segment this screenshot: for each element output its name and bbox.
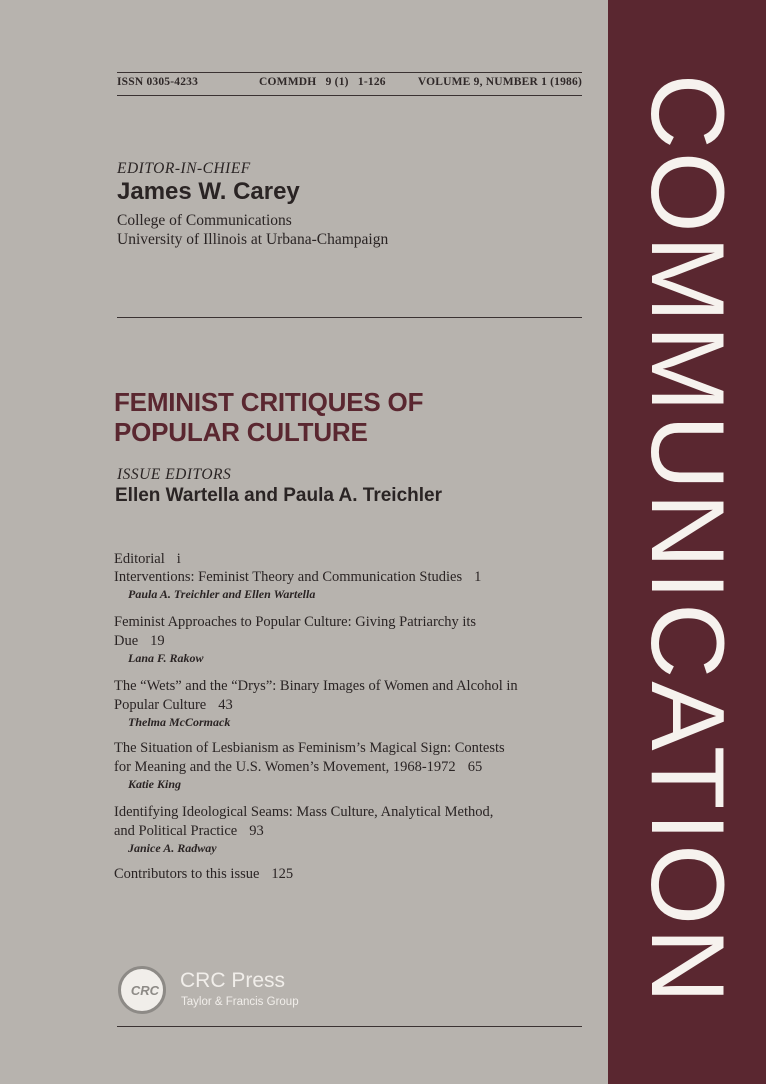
toc-author: Thelma McCormack bbox=[128, 715, 231, 729]
toc-title: Due bbox=[114, 633, 139, 649]
publisher-name: CRC Press bbox=[180, 969, 286, 992]
toc-title: and Political Practice bbox=[114, 823, 238, 839]
toc-title: Feminist Approaches to Popular Culture: Giving Patriarchy its bbox=[114, 614, 477, 630]
toc-author: Katie King bbox=[128, 777, 182, 791]
toc-entry bbox=[114, 677, 564, 730]
header-rule bbox=[117, 95, 582, 96]
toc-author: Paula A. Treichler and Ellen Wartella bbox=[128, 587, 316, 601]
editor-name: James W. Carey bbox=[117, 178, 300, 205]
toc-title: The Situation of Lesbianism as Feminism’s Magical Sign: Contests bbox=[114, 740, 505, 756]
toc-title: Interventions: Feminist Theory and Communication Studies bbox=[114, 569, 463, 585]
toc-author: Janice A. Radway bbox=[128, 841, 217, 855]
toc-entry bbox=[114, 568, 564, 602]
logo-mark-text: CRC bbox=[130, 983, 160, 998]
editor-label: EDITOR-IN-CHIEF bbox=[117, 160, 251, 177]
section-rule bbox=[117, 317, 582, 318]
crc-logo-icon bbox=[118, 966, 166, 1014]
toc-title: The “Wets” and the “Drys”: Binary Images of Women and Alcohol in bbox=[114, 678, 518, 694]
toc-entry bbox=[114, 739, 564, 792]
toc-page: 43 bbox=[218, 697, 233, 713]
issue-editors: Ellen Wartella and Paula A. Treichler bbox=[115, 485, 442, 506]
issue-title-line: POPULAR CULTURE bbox=[114, 417, 368, 447]
top-rule bbox=[117, 72, 582, 73]
toc-title: Editorial bbox=[114, 551, 165, 567]
toc-page: 19 bbox=[150, 633, 165, 649]
toc-entry bbox=[114, 613, 564, 666]
toc-title: Popular Culture bbox=[114, 697, 207, 713]
issn-text: ISSN 0305-4233 bbox=[117, 76, 199, 88]
affiliation-line: University of Illinois at Urbana-Champaign bbox=[117, 231, 389, 248]
toc-page: 93 bbox=[249, 823, 264, 839]
journal-title: COMMUNICATION bbox=[629, 73, 745, 1007]
publisher-group: Taylor & Francis Group bbox=[181, 996, 299, 1008]
toc-page: 1 bbox=[474, 569, 482, 585]
toc-entry bbox=[114, 803, 564, 856]
toc-page: i bbox=[176, 551, 181, 567]
journal-code: COMMDH 9 (1) 1-126 bbox=[259, 76, 386, 88]
volume-text: VOLUME 9, NUMBER 1 (1986) bbox=[417, 76, 582, 88]
toc-title: for Meaning and the U.S. Women’s Movement, 1968-1972 bbox=[114, 759, 456, 775]
bottom-rule bbox=[117, 1026, 582, 1027]
toc-page: 65 bbox=[467, 759, 483, 775]
toc-page: 125 bbox=[271, 866, 294, 882]
toc-title: Identifying Ideological Seams: Mass Culture, Analytical Method, bbox=[114, 804, 494, 820]
issue-editors-label: ISSUE EDITORS bbox=[117, 466, 232, 483]
toc-author: Lana F. Rakow bbox=[128, 651, 204, 665]
issue-title-line: FEMINIST CRITIQUES OF bbox=[114, 387, 424, 417]
issue-title bbox=[114, 387, 423, 447]
affiliation-line: College of Communications bbox=[117, 212, 292, 229]
toc-title: Contributors to this issue bbox=[114, 866, 260, 882]
toc-entry bbox=[114, 550, 564, 569]
editor-affiliation bbox=[117, 211, 388, 249]
toc-entry bbox=[114, 865, 564, 884]
